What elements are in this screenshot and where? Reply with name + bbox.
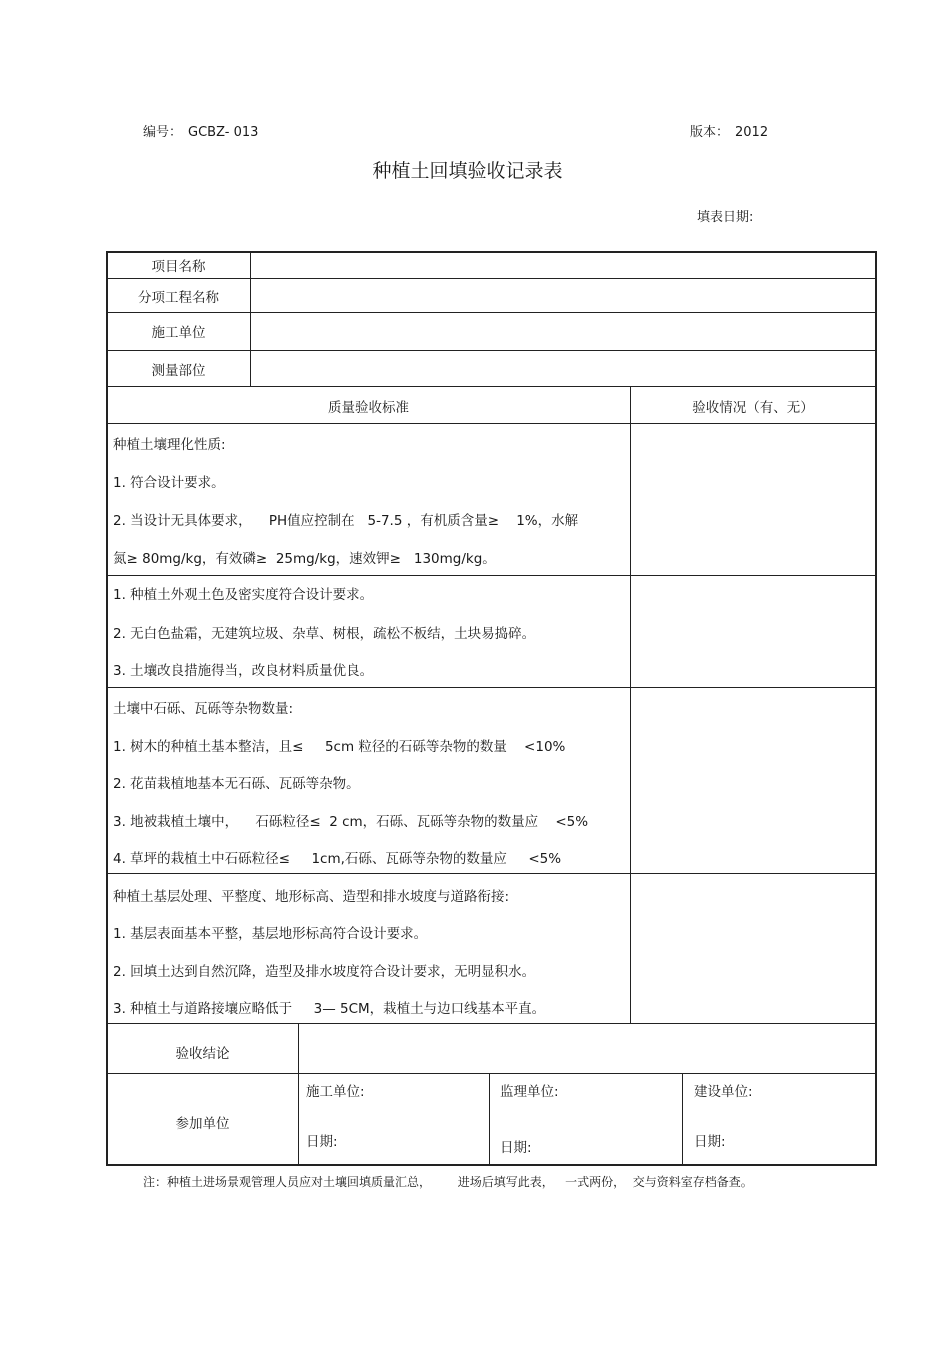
section-4-line-4: 3. 种植土与道路接壤应略低于 3— 5CM，栽植土与边口线基本平直。	[113, 1001, 546, 1017]
construction-unit-field[interactable]	[252, 314, 874, 349]
info-label-subproject-name: 分项工程名称	[138, 290, 219, 306]
form-version-value: 2012	[735, 125, 769, 140]
participants-label: 参加单位	[175, 1116, 230, 1132]
section-3-line-3: 2. 花苗栽植地基本无石砾、瓦砾等杂物。	[113, 776, 360, 792]
construction-unit-date-label: 日期:	[306, 1134, 338, 1150]
column-header-standard: 质量验收标准	[328, 400, 409, 416]
form-code-value: GCBZ- 013	[188, 125, 259, 140]
form-version-label: 版本：	[690, 125, 730, 140]
section-3-line-2: 1. 树木的种植土基本整洁，且≤ 5cm 粒径的石砾等杂物的数量 <10%	[113, 739, 566, 755]
section-3-line-4: 3. 地被栽植土壤中， 石砾粒径≤ 2 cm，石砾、瓦砾等杂物的数量应 <5%	[113, 814, 589, 830]
column-header-result: 验收情况（有、无）	[692, 400, 814, 416]
form-code	[143, 121, 258, 140]
section-1-result-field[interactable]	[632, 425, 874, 574]
page-title: 种植土回填验收记录表	[372, 160, 563, 182]
owner-unit-date-label: 日期:	[694, 1134, 726, 1150]
subproject-name-field[interactable]	[252, 280, 874, 311]
fill-date-label: 填表日期:	[697, 210, 754, 225]
conclusion-field[interactable]	[300, 1025, 874, 1072]
section-4-line-3: 2. 回填土达到自然沉降，造型及排水坡度符合设计要求，无明显积水。	[113, 964, 536, 980]
section-3-result-field[interactable]	[632, 689, 874, 872]
conclusion-label: 验收结论	[175, 1046, 230, 1062]
form-code-label: 编号：	[143, 125, 183, 140]
measure-location-field[interactable]	[252, 352, 874, 385]
project-name-field[interactable]	[252, 253, 874, 277]
info-label-measure-location: 测量部位	[151, 363, 206, 379]
info-label-construction-unit: 施工单位	[151, 325, 206, 341]
section-1-line-4: 氮≥ 80mg/kg，有效磷≥ 25mg/kg，速效钾≥ 130mg/kg。	[113, 551, 496, 567]
section-2-line-3: 3. 土壤改良措施得当，改良材料质量优良。	[113, 663, 374, 679]
construction-unit-sign-label: 施工单位:	[306, 1084, 365, 1100]
owner-unit-sign-label: 建设单位:	[694, 1084, 753, 1100]
section-1-line-1: 种植土壤理化性质:	[113, 437, 226, 453]
section-3-line-5: 4. 草坪的栽植土中石砾粒径≤ 1cm,石砾、瓦砾等杂物的数量应 <5%	[113, 851, 562, 867]
section-2-line-2: 2. 无白色盐霜，无建筑垃圾、杂草、树根，疏松不板结，土块易捣碎。	[113, 626, 536, 642]
supervision-unit-sign-label: 监理单位:	[500, 1084, 559, 1100]
supervision-unit-date-label: 日期:	[500, 1140, 532, 1156]
section-4-line-2: 1. 基层表面基本平整，基层地形标高符合设计要求。	[113, 926, 428, 942]
section-2-result-field[interactable]	[632, 577, 874, 686]
footnote: 注：种植土进场景观管理人员应对土壤回填质量汇总， 进场后填写此表， 一式两份， 交与资料室存档备查。	[143, 1175, 753, 1189]
section-2-line-1: 1. 种植土外观土色及密实度符合设计要求。	[113, 587, 374, 603]
section-3-line-1: 土壤中石砾、瓦砾等杂物数量:	[113, 701, 294, 717]
form-version	[690, 121, 768, 140]
section-1-line-3: 2. 当设计无具体要求， PH值应控制在 5-7.5 ，有机质含量≥ 1%，水解	[113, 513, 579, 529]
section-4-line-1: 种植土基层处理、平整度、地形标高、造型和排水坡度与道路衔接:	[113, 889, 510, 905]
info-label-project-name: 项目名称	[151, 259, 206, 275]
section-4-result-field[interactable]	[632, 875, 874, 1022]
section-1-line-2: 1. 符合设计要求。	[113, 475, 225, 491]
